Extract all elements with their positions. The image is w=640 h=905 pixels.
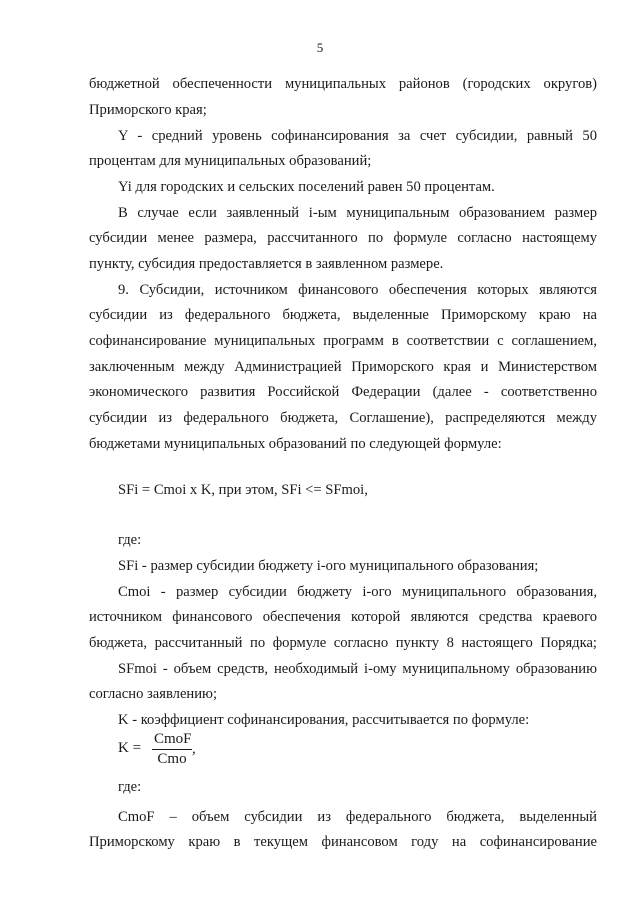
text-line: субсидии из федерального бюджета, Соглашение), распределяются между — [89, 410, 597, 426]
text-line: где: — [118, 532, 142, 548]
text-line: согласно заявлению; — [89, 686, 218, 702]
text-line: SFi - размер субсидии бюджету i-ого муниципального образования; — [118, 558, 539, 574]
text-line: Приморского края; — [89, 102, 207, 118]
fraction-numerator: CmoF — [152, 731, 192, 750]
text-line: бюджетной обеспеченности муниципальных районов (городских округов) — [89, 76, 597, 92]
text-line: Y - средний уровень софинансирования за счет субсидии, равный 50 — [118, 128, 597, 144]
formula-lhs: K = — [118, 740, 142, 756]
text-line: софинансирование муниципальных программ в соответствии с соглашением, — [89, 333, 597, 349]
text-line: бюджетами муниципальных образований по следующей формуле: — [89, 436, 502, 452]
text-line: Cmoi - размер субсидии бюджету i-ого муниципального образования, — [118, 584, 597, 600]
text-line: Yi для городских и сельских поселений равен 50 процентам. — [118, 179, 495, 195]
text-line: экономического развития Российской Федерации (далее - соответственно — [89, 384, 597, 400]
text-line: субсидии из федерального бюджета, выделенные Приморскому краю на — [89, 307, 597, 323]
text-line: где: — [118, 779, 142, 795]
text-line: CmoF – объем субсидии из федерального бюджета, выделенный — [118, 809, 597, 825]
fraction — [152, 731, 192, 768]
text-line: 9. Субсидии, источником финансового обеспечения которых являются — [118, 282, 597, 298]
text-line: K - коэффициент софинансирования, рассчитывается по формуле: — [118, 712, 530, 728]
text-line: заключенным между Администрацией Приморского края и Министерством — [89, 359, 597, 375]
fraction-denominator: Cmo — [157, 751, 187, 767]
formula-line: SFi = Cmoi x K, при этом, SFi <= SFmoi, — [118, 482, 368, 498]
text-line: пункту, субсидия предоставляется в заявленном размере. — [89, 256, 444, 272]
text-line: В случае если заявленный i-ым муниципальным образованием размер — [118, 205, 597, 221]
text-line: источником финансового обеспечения которой являются средства краевого — [89, 609, 597, 625]
text-line: Приморскому краю в текущем финансовом году на софинансирование — [89, 834, 597, 850]
text-line: SFmoi - объем средств, необходимый i-ому муниципальному образованию — [118, 661, 597, 677]
text-line: субсидии менее размера, рассчитанного по формуле согласно настоящему — [89, 230, 597, 246]
page-number: 5 — [316, 40, 324, 55]
text-line: бюджета, рассчитанный по формуле согласно пункту 8 настоящего Порядка; — [89, 635, 597, 651]
text-line: процентам для муниципальных образований; — [89, 153, 372, 169]
formula-comma: , — [192, 741, 196, 757]
